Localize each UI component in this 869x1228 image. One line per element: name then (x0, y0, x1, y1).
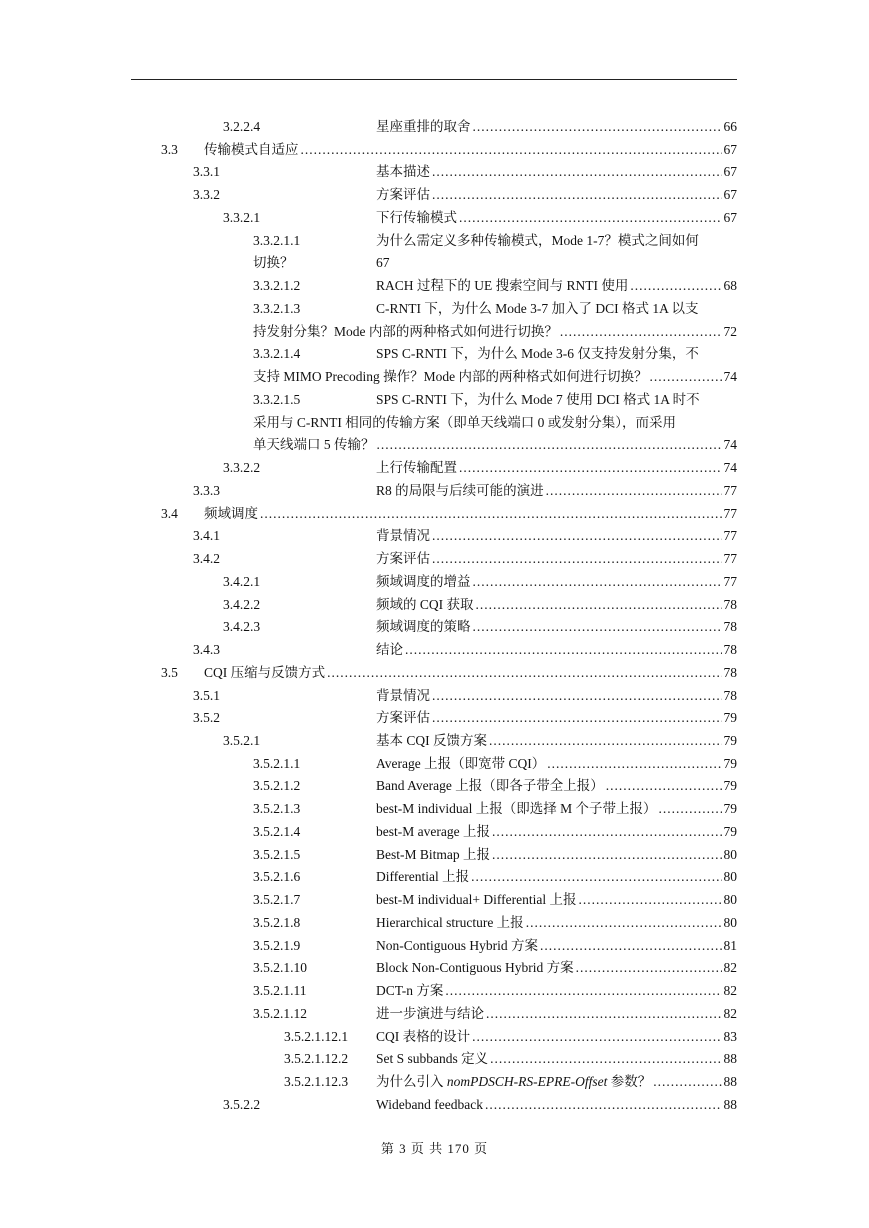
toc-entry-page: 81 (723, 937, 737, 953)
toc-entry-title-continued: 持发射分集？Mode 内部的两种格式如何进行切换？ (253, 323, 558, 339)
toc-dot-leader (546, 480, 722, 502)
toc-entry[interactable] (0, 889, 869, 911)
toc-entry-title: 方案评估 (376, 710, 430, 726)
toc-entry[interactable] (0, 275, 869, 297)
toc-entry-title: Average 上报（即宽带 CQI） (376, 755, 546, 771)
toc-entry-title: CQI 表格的设计 (376, 1028, 471, 1044)
toc-entry-page: 67 (723, 164, 737, 180)
toc-entry-page: 79 (723, 755, 737, 771)
toc-entry-page: 88 (723, 1051, 737, 1067)
toc-dot-leader (653, 1071, 721, 1093)
toc-entry-number: 3.5.2.1.4 (253, 823, 301, 839)
toc-entry-page: 78 (723, 687, 737, 703)
toc-entry-title-line (376, 480, 737, 502)
toc-entry[interactable] (0, 866, 869, 888)
toc-entry[interactable] (0, 775, 869, 797)
toc-entry-title-line (376, 707, 737, 729)
toc-entry-page: 72 (723, 323, 737, 339)
toc-entry[interactable] (0, 230, 869, 252)
toc-entry[interactable] (0, 139, 869, 161)
toc-entry-title-italic: nomPDSCH-RS-EPRE-Offset (446, 1074, 608, 1090)
toc-entry-title-line (204, 139, 737, 161)
toc-entry-title: Hierarchical structure 上报 (376, 914, 524, 930)
toc-entry-number: 3.4.2.1 (223, 573, 261, 589)
toc-entry-title-line (376, 116, 737, 138)
toc-entry[interactable] (0, 298, 869, 320)
toc-entry[interactable] (0, 980, 869, 1002)
toc-entry-title: 基本描述 (376, 164, 430, 180)
toc-entry[interactable] (0, 480, 869, 502)
toc-entry-page: 67 (376, 255, 390, 271)
toc-dot-leader (377, 434, 722, 456)
toc-entry-page: 82 (723, 960, 737, 976)
toc-entry-page: 80 (723, 914, 737, 930)
toc-dot-leader (432, 707, 722, 729)
toc-entry-title-line (376, 980, 737, 1002)
toc-entry-continuation (0, 434, 869, 456)
toc-entry-title-line (376, 685, 737, 707)
toc-entry-number: 3.5.2.1.7 (253, 892, 301, 908)
toc-entry[interactable] (0, 571, 869, 593)
toc-dot-leader (405, 639, 722, 661)
toc-entry[interactable] (0, 912, 869, 934)
header-rule (131, 79, 737, 80)
toc-entry-page: 83 (723, 1028, 737, 1044)
toc-entry-title: 频域调度的增益 (376, 573, 471, 589)
toc-entry-page: 74 (723, 437, 737, 453)
toc-entry-title-line (376, 844, 737, 866)
toc-entry-title-line (376, 957, 737, 979)
toc-entry-title: 频域调度 (204, 505, 258, 521)
toc-dot-leader (492, 821, 722, 843)
toc-entry-title-line (376, 866, 737, 888)
toc-entry[interactable] (0, 957, 869, 979)
toc-dot-leader (260, 503, 722, 525)
toc-entry-number: 3.5.2.1.1 (253, 755, 301, 771)
toc-entry[interactable] (0, 525, 869, 547)
toc-entry-title-line (376, 616, 737, 638)
toc-entry-page: 67 (723, 209, 737, 225)
toc-entry-continuation (0, 321, 869, 343)
toc-entry-title-line (376, 594, 737, 616)
toc-entry-title: CQI 压缩与反馈方式 (204, 664, 326, 680)
toc-entry-title-line (376, 161, 737, 183)
toc-entry-title: Non-Contiguous Hybrid 方案 (376, 937, 538, 953)
toc-dot-leader (578, 889, 721, 911)
toc-entry-number: 3.3.2.1.4 (253, 346, 301, 362)
toc-entry-page: 78 (723, 664, 737, 680)
toc-entry-page: 79 (723, 801, 737, 817)
toc-entry-page: 82 (723, 983, 737, 999)
toc-entry-page: 80 (723, 892, 737, 908)
toc-entry-title: 传输模式自适应 (204, 141, 299, 157)
toc-entry-number: 3.5.2.1 (223, 732, 261, 748)
toc-dot-leader (301, 139, 722, 161)
toc-entry[interactable] (0, 616, 869, 638)
toc-entry-title: Differential 上报 (376, 869, 470, 885)
toc-entry-number: 3.5.2.1.8 (253, 914, 301, 930)
toc-entry-title-line (376, 775, 737, 797)
toc-entry-title: 方案评估 (376, 187, 430, 203)
toc-entry-title: C-RNTI 下，为什么 Mode 3-7 加入了 DCI 格式 1A 以支 (376, 300, 699, 316)
toc-entry-number: 3.3.2.1.3 (253, 300, 301, 316)
toc-dot-leader (432, 548, 722, 570)
toc-entry-continuation (0, 412, 869, 434)
toc-entry-number: 3.5.2.1.5 (253, 846, 301, 862)
toc-dot-leader (459, 207, 722, 229)
toc-entry-title: Block Non-Contiguous Hybrid 方案 (376, 960, 574, 976)
toc-entry-number: 3.3 (161, 141, 178, 157)
toc-entry-page: 78 (723, 596, 737, 612)
toc-dot-leader (432, 685, 722, 707)
toc-entry-title: 频域调度的策略 (376, 619, 471, 635)
toc-entry-number: 3.3.3 (193, 482, 220, 498)
toc-entry-title: 结论 (376, 642, 403, 658)
toc-entry-title-line (376, 1026, 737, 1048)
toc-entry-number: 3.5.2.2 (223, 1096, 261, 1112)
toc-entry-number: 3.3.1 (193, 164, 220, 180)
toc-dot-leader (560, 321, 722, 343)
toc-entry-title-line (253, 366, 737, 388)
toc-entry-title: Best-M Bitmap 上报 (376, 846, 490, 862)
toc-entry[interactable] (0, 707, 869, 729)
toc-entry-title: 下行传输模式 (376, 209, 457, 225)
page-footer: 第 3 页 共 170 页 (380, 1141, 489, 1156)
toc-entry-title-line (253, 434, 737, 456)
toc-entry[interactable] (0, 594, 869, 616)
toc-entry-page: 78 (723, 642, 737, 658)
toc-entry-title-line (376, 548, 737, 570)
toc-entry-page: 79 (723, 778, 737, 794)
toc-dot-leader (630, 275, 721, 297)
toc-dot-leader (471, 866, 721, 888)
toc-entry-title-line (376, 457, 737, 479)
toc-entry-number: 3.4.1 (193, 528, 220, 544)
toc-entry-page: 77 (723, 528, 737, 544)
toc-dot-leader (459, 457, 722, 479)
toc-entry-number: 3.3.2.1.2 (253, 278, 301, 294)
toc-entry-title-line (376, 184, 737, 206)
toc-dot-leader (472, 1026, 721, 1048)
toc-entry[interactable] (0, 1026, 869, 1048)
toc-entry-title-line (253, 321, 737, 343)
toc-entry-title-line (204, 662, 737, 684)
toc-entry-title (376, 1071, 651, 1093)
toc-entry-title-line (376, 753, 737, 775)
toc-entry[interactable] (0, 343, 869, 365)
toc-dot-leader (540, 935, 722, 957)
toc-entry-title: 频域的 CQI 获取 (376, 596, 474, 612)
toc-entry-title-line (376, 889, 737, 911)
toc-entry[interactable] (0, 457, 869, 479)
toc-dot-leader (489, 730, 722, 752)
toc-entry-title: SPS C-RNTI 下，为什么 Mode 3-6 仅支持发射分集，不 (376, 346, 699, 362)
toc-entry[interactable] (0, 844, 869, 866)
toc-entry-title: 方案评估 (376, 551, 430, 567)
toc-entry-title-line (376, 343, 737, 365)
toc-entry-title-suffix: 参数？ (607, 1074, 652, 1090)
toc-entry-page: 80 (723, 846, 737, 862)
toc-entry[interactable] (0, 685, 869, 707)
toc-entry-page: 79 (723, 710, 737, 726)
toc-entry-title-line (253, 412, 737, 434)
toc-entry-continuation (0, 366, 869, 388)
toc-entry-number: 3.3.2.1 (223, 209, 261, 225)
toc-entry[interactable] (0, 821, 869, 843)
toc-entry[interactable] (0, 639, 869, 661)
toc-entry-title-line (376, 821, 737, 843)
toc-entry[interactable] (0, 548, 869, 570)
toc-dot-leader (526, 912, 722, 934)
toc-entry-page: 67 (723, 187, 737, 203)
toc-entry-number: 3.5.2.1.12 (253, 1005, 307, 1021)
toc-entry-number: 3.5.2.1.12.2 (284, 1051, 349, 1067)
toc-entry[interactable] (0, 662, 869, 684)
toc-dot-leader (490, 1048, 721, 1070)
toc-entry-number: 3.5.2.1.12.1 (284, 1028, 349, 1044)
toc-entry-title: 背景情况 (376, 687, 430, 703)
toc-entry-title-continued: 采用与 C-RNTI 相同的传输方案（即单天线端口 0 或发射分集），而采用 (253, 414, 676, 430)
toc-entry-title-line (376, 389, 737, 411)
toc-dot-leader (432, 184, 722, 206)
toc-entry-number: 3.5.2.1.2 (253, 778, 301, 794)
toc-dot-leader (327, 662, 721, 684)
toc-entry-title-line (376, 639, 737, 661)
toc-entry-title: best-M individual 上报（即选择 M 个子带上报） (376, 801, 657, 817)
toc-dot-leader (650, 366, 722, 388)
toc-entry-title-line (376, 1003, 737, 1025)
toc-entry-number: 3.5.2.1.12.3 (284, 1074, 349, 1090)
toc-entry-number: 3.4.2.3 (223, 619, 261, 635)
toc-dot-leader (659, 798, 722, 820)
toc-entry[interactable] (0, 1003, 869, 1025)
toc-entry-title-prefix: 为什么引入 (376, 1074, 447, 1090)
toc-entry-title-line (376, 935, 737, 957)
toc-entry-title-line (376, 912, 737, 934)
toc-entry[interactable] (0, 935, 869, 957)
toc-entry-title-line (204, 503, 737, 525)
toc-entry-number: 3.5.2.1.9 (253, 937, 301, 953)
toc-dot-leader (486, 1003, 722, 1025)
toc-entry-number: 3.3.2 (193, 187, 220, 203)
toc-entry-number: 3.3.2.1.1 (253, 232, 301, 248)
toc-entry-title-continued: 单天线端口 5 传输？ (253, 437, 375, 453)
toc-entry-page: 66 (723, 119, 737, 134)
toc-entry-number: 3.5 (161, 664, 178, 680)
toc-entry-page: 74 (723, 369, 737, 385)
toc-entry-title-line (376, 1094, 737, 1116)
toc-entry-title-continued: 切换？ (253, 255, 294, 271)
toc-entry-title: 上行传输配置 (376, 460, 457, 476)
toc-dot-leader (473, 571, 722, 593)
toc-entry-title-line (376, 525, 737, 547)
toc-entry-number: 3.4.2.2 (223, 596, 261, 612)
toc-entry-page: 79 (723, 823, 737, 839)
toc-entry-title-line (376, 571, 737, 593)
toc-entry[interactable] (0, 1071, 869, 1093)
toc-entry-number: 3.4.3 (193, 642, 220, 658)
toc-entry[interactable] (0, 184, 869, 206)
toc-entry-page: 78 (723, 619, 737, 635)
toc-entry-number: 3.3.2.2 (223, 460, 261, 476)
toc-entry-number: 3.5.2.1.3 (253, 801, 301, 817)
toc-entry-title: SPS C-RNTI 下，为什么 Mode 7 使用 DCI 格式 1A 时不 (376, 391, 700, 407)
toc-entry[interactable] (0, 730, 869, 752)
toc-entry-page: 67 (723, 141, 737, 157)
toc-dot-leader (547, 753, 721, 775)
toc-entry-number: 3.3.2.1.5 (253, 391, 301, 407)
toc-entry-title: R8 的局限与后续可能的演进 (376, 482, 544, 498)
toc-dot-leader (445, 980, 721, 1002)
toc-dot-leader (492, 844, 722, 866)
toc-entry-title: RACH 过程下的 UE 搜索空间与 RNTI 使用 (376, 278, 629, 294)
toc-entry-title: 为什么需定义多种传输模式，Mode 1-7？模式之间如何 (376, 232, 699, 248)
toc-entry-title-line (376, 275, 737, 297)
toc-dot-leader (606, 775, 722, 797)
toc-entry-title-continued: 支持 MIMO Precoding 操作？Mode 内部的两种格式如何进行切换？ (253, 369, 648, 385)
toc-entry-title: Set S subbands 定义 (376, 1051, 489, 1067)
toc-entry-continuation (0, 252, 869, 274)
toc-entry-title: Wideband feedback (376, 1096, 484, 1112)
toc-dot-leader (473, 616, 722, 638)
toc-entry[interactable] (0, 116, 869, 138)
toc-entry[interactable] (0, 1048, 869, 1070)
toc-dot-leader (432, 525, 722, 547)
toc-entry[interactable] (0, 161, 869, 183)
toc-entry[interactable] (0, 753, 869, 775)
toc-entry-number: 3.5.2 (193, 710, 220, 726)
toc-entry-number: 3.5.2.1.10 (253, 960, 307, 976)
toc-entry-title: Band Average 上报（即各子带全上报） (376, 778, 604, 794)
toc-dot-leader (432, 161, 722, 183)
toc-entry[interactable] (0, 207, 869, 229)
toc-entry[interactable] (0, 389, 869, 411)
toc-entry-title: 星座重排的取舍 (376, 119, 471, 134)
toc-entry[interactable] (0, 1094, 869, 1116)
toc-entry-number: 3.5.1 (193, 687, 220, 703)
toc-entry-title-line (253, 252, 737, 274)
toc-entry-number: 3.5.2.1.11 (253, 983, 307, 999)
toc-entry-title-line (376, 298, 737, 320)
toc-entry-title-line (376, 230, 737, 252)
toc-dot-leader (485, 1094, 721, 1116)
toc-dot-leader (476, 594, 722, 616)
toc-entry-page: 77 (723, 573, 737, 589)
toc-entry-title: 进一步演进与结论 (376, 1005, 484, 1021)
toc-entry-number: 3.4.2 (193, 551, 220, 567)
toc-entry-page: 77 (723, 505, 737, 521)
toc-entry-title: best-M individual+ Differential 上报 (376, 892, 577, 908)
toc-entry-number: 3.4 (161, 505, 178, 521)
toc-entry-title-line (376, 1048, 737, 1070)
toc-entry-page: 79 (723, 732, 737, 748)
toc-entry-title: 基本 CQI 反馈方案 (376, 732, 487, 748)
toc-entry-number: 3.2.2.4 (223, 119, 261, 134)
toc-entry-page: 68 (723, 278, 737, 294)
toc-entry-page: 77 (723, 551, 737, 567)
toc-entry[interactable] (0, 503, 869, 525)
toc-entry-title: DCT-n 方案 (376, 983, 444, 999)
toc-entry-page: 74 (723, 460, 737, 476)
toc-entry-page: 80 (723, 869, 737, 885)
toc-entry-number: 3.5.2.1.6 (253, 869, 301, 885)
toc-entry-title-line (376, 207, 737, 229)
toc-entry-page: 88 (723, 1074, 737, 1090)
toc-entry-page: 77 (723, 482, 737, 498)
toc-dot-leader (473, 116, 722, 138)
toc-dot-leader (576, 957, 722, 979)
toc-entry-title: 背景情况 (376, 528, 430, 544)
toc-entry-page: 82 (723, 1005, 737, 1021)
toc-entry-title-line (376, 730, 737, 752)
toc-entry[interactable] (0, 798, 869, 820)
toc-entry-title-line (376, 1071, 737, 1093)
toc-entry-title-line (376, 798, 737, 820)
toc-entry-page: 88 (723, 1096, 737, 1112)
toc-entry-title: best-M average 上报 (376, 823, 490, 839)
